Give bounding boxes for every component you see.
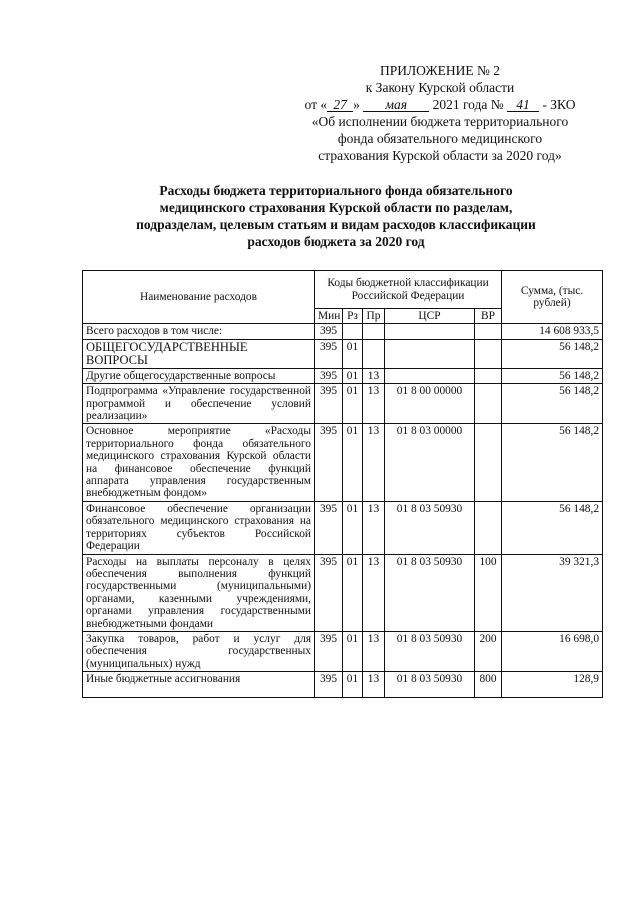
col-header-rz: Рз [343,309,363,324]
appendix-date-line [280,96,600,113]
col-header-vr: ВР [475,309,502,324]
row-rz: 01 [343,368,363,383]
table-row [83,554,603,631]
col-header-sum: Сумма, (тыс. рублей) [502,271,603,324]
col-header-pr: Пр [363,309,385,324]
row-sum: 39 321,3 [502,554,603,631]
law-number: 41 [507,98,539,112]
title-line-4: расходов бюджета за 2020 год [247,234,425,249]
law-title-line-3: страхования Курской области за 2020 год» [318,148,562,163]
row-min: 395 [315,554,343,631]
row-pr: 13 [363,384,385,424]
row-rz: 01 [343,339,363,368]
row-min: 395 [315,631,343,671]
row-csr: 01 8 03 50930 [385,501,475,554]
appendix-header [280,62,600,164]
row-name: Финансовое обеспечение организации обязательного медицинского страхования на территориях субъектов Российской Федерации [83,501,315,554]
col-header-name: Наименование расходов [83,271,315,324]
row-vr [475,339,502,368]
row-csr [385,368,475,383]
row-name: Расходы на выплаты персоналу в целях обеспечения выполнения функций государственными (муниципальными) органами, казенными учреждениями, органами управления государственными внебюджетными фондами [83,554,315,631]
date-prefix: от « [304,97,328,112]
row-name: Основное мероприятие «Расходы территориального фонда обязательного медицинского страхования Курской области на финансовое обеспечение функций аппарата управления государственным внебюджетным фондом» [83,424,315,501]
table-row [83,384,603,424]
row-sum: 56 148,2 [502,501,603,554]
table-row [83,368,603,383]
row-pr [363,339,385,368]
appendix-number: ПРИЛОЖЕНИЕ № 2 [379,63,501,78]
row-vr [475,384,502,424]
row-min: 395 [315,384,343,424]
row-vr [475,368,502,383]
table-row [83,672,603,698]
table-row [83,424,603,501]
row-pr: 13 [363,554,385,631]
row-sum: 56 148,2 [502,384,603,424]
date-day: 27 [327,98,353,112]
row-name: Закупка товаров, работ и услуг для обеспечения государственных (муниципальных) нужд [83,631,315,671]
row-pr: 13 [363,368,385,383]
row-vr [475,501,502,554]
row-name: Всего расходов в том числе: [83,324,315,339]
col-header-csr: ЦСР [385,309,475,324]
appendix-to-law: к Закону Курской области [365,80,515,95]
title-line-1: Расходы бюджета территориального фонда обязательного [159,183,513,198]
row-min: 395 [315,368,343,383]
row-sum: 14 608 933,5 [502,324,603,339]
row-vr [475,324,502,339]
row-csr: 01 8 03 50930 [385,554,475,631]
row-rz: 01 [343,554,363,631]
law-suffix: - ЗКО [542,97,576,112]
row-min: 395 [315,324,343,339]
col-header-min: Мин [315,309,343,324]
row-csr: 01 8 00 00000 [385,384,475,424]
document-title [96,182,576,250]
row-sum: 56 148,2 [502,339,603,368]
law-title-line-1: «Об исполнении бюджета территориального [311,114,569,129]
row-pr: 13 [363,501,385,554]
table-row [83,631,603,671]
row-pr: 13 [363,424,385,501]
law-title-line-2: фонда обязательного медицинского [337,131,543,146]
row-rz: 01 [343,424,363,501]
row-name: Иные бюджетные ассигнования [83,672,315,698]
row-sum: 56 148,2 [502,368,603,383]
table-row [83,501,603,554]
date-mid: » [353,97,360,112]
row-rz: 01 [343,672,363,698]
row-rz: 01 [343,501,363,554]
row-csr: 01 8 03 50930 [385,631,475,671]
date-month: мая [363,98,429,112]
row-pr [363,324,385,339]
row-vr: 100 [475,554,502,631]
row-name: Подпрограмма «Управление государственной программой и обеспечение условий реализации» [83,384,315,424]
title-line-3: подразделам, целевым статьям и видам расходов классификации [136,217,536,232]
row-vr: 800 [475,672,502,698]
table-row [83,324,603,339]
row-min: 395 [315,339,343,368]
row-min: 395 [315,672,343,698]
row-sum: 56 148,2 [502,424,603,501]
row-min: 395 [315,501,343,554]
date-year: 2021 года № [432,97,504,112]
title-line-2: медицинского страхования Курской области по разделам, [159,200,513,215]
expenses-table [82,270,603,698]
row-sum: 128,9 [502,672,603,698]
row-rz: 01 [343,384,363,424]
table-row [83,339,603,368]
row-pr: 13 [363,631,385,671]
row-csr: 01 8 03 00000 [385,424,475,501]
row-vr [475,424,502,501]
row-rz [343,324,363,339]
row-vr: 200 [475,631,502,671]
row-rz: 01 [343,631,363,671]
row-name: Другие общегосударственные вопросы [83,368,315,383]
row-pr: 13 [363,672,385,698]
row-sum: 16 698,0 [502,631,603,671]
row-csr [385,324,475,339]
col-header-codes: Коды бюджетной классификации Российской Федерации [315,271,502,309]
row-min: 395 [315,424,343,501]
row-name: ОБЩЕГОСУДАРСТВЕННЫЕ ВОПРОСЫ [83,339,315,368]
row-csr: 01 8 03 50930 [385,672,475,698]
row-csr [385,339,475,368]
